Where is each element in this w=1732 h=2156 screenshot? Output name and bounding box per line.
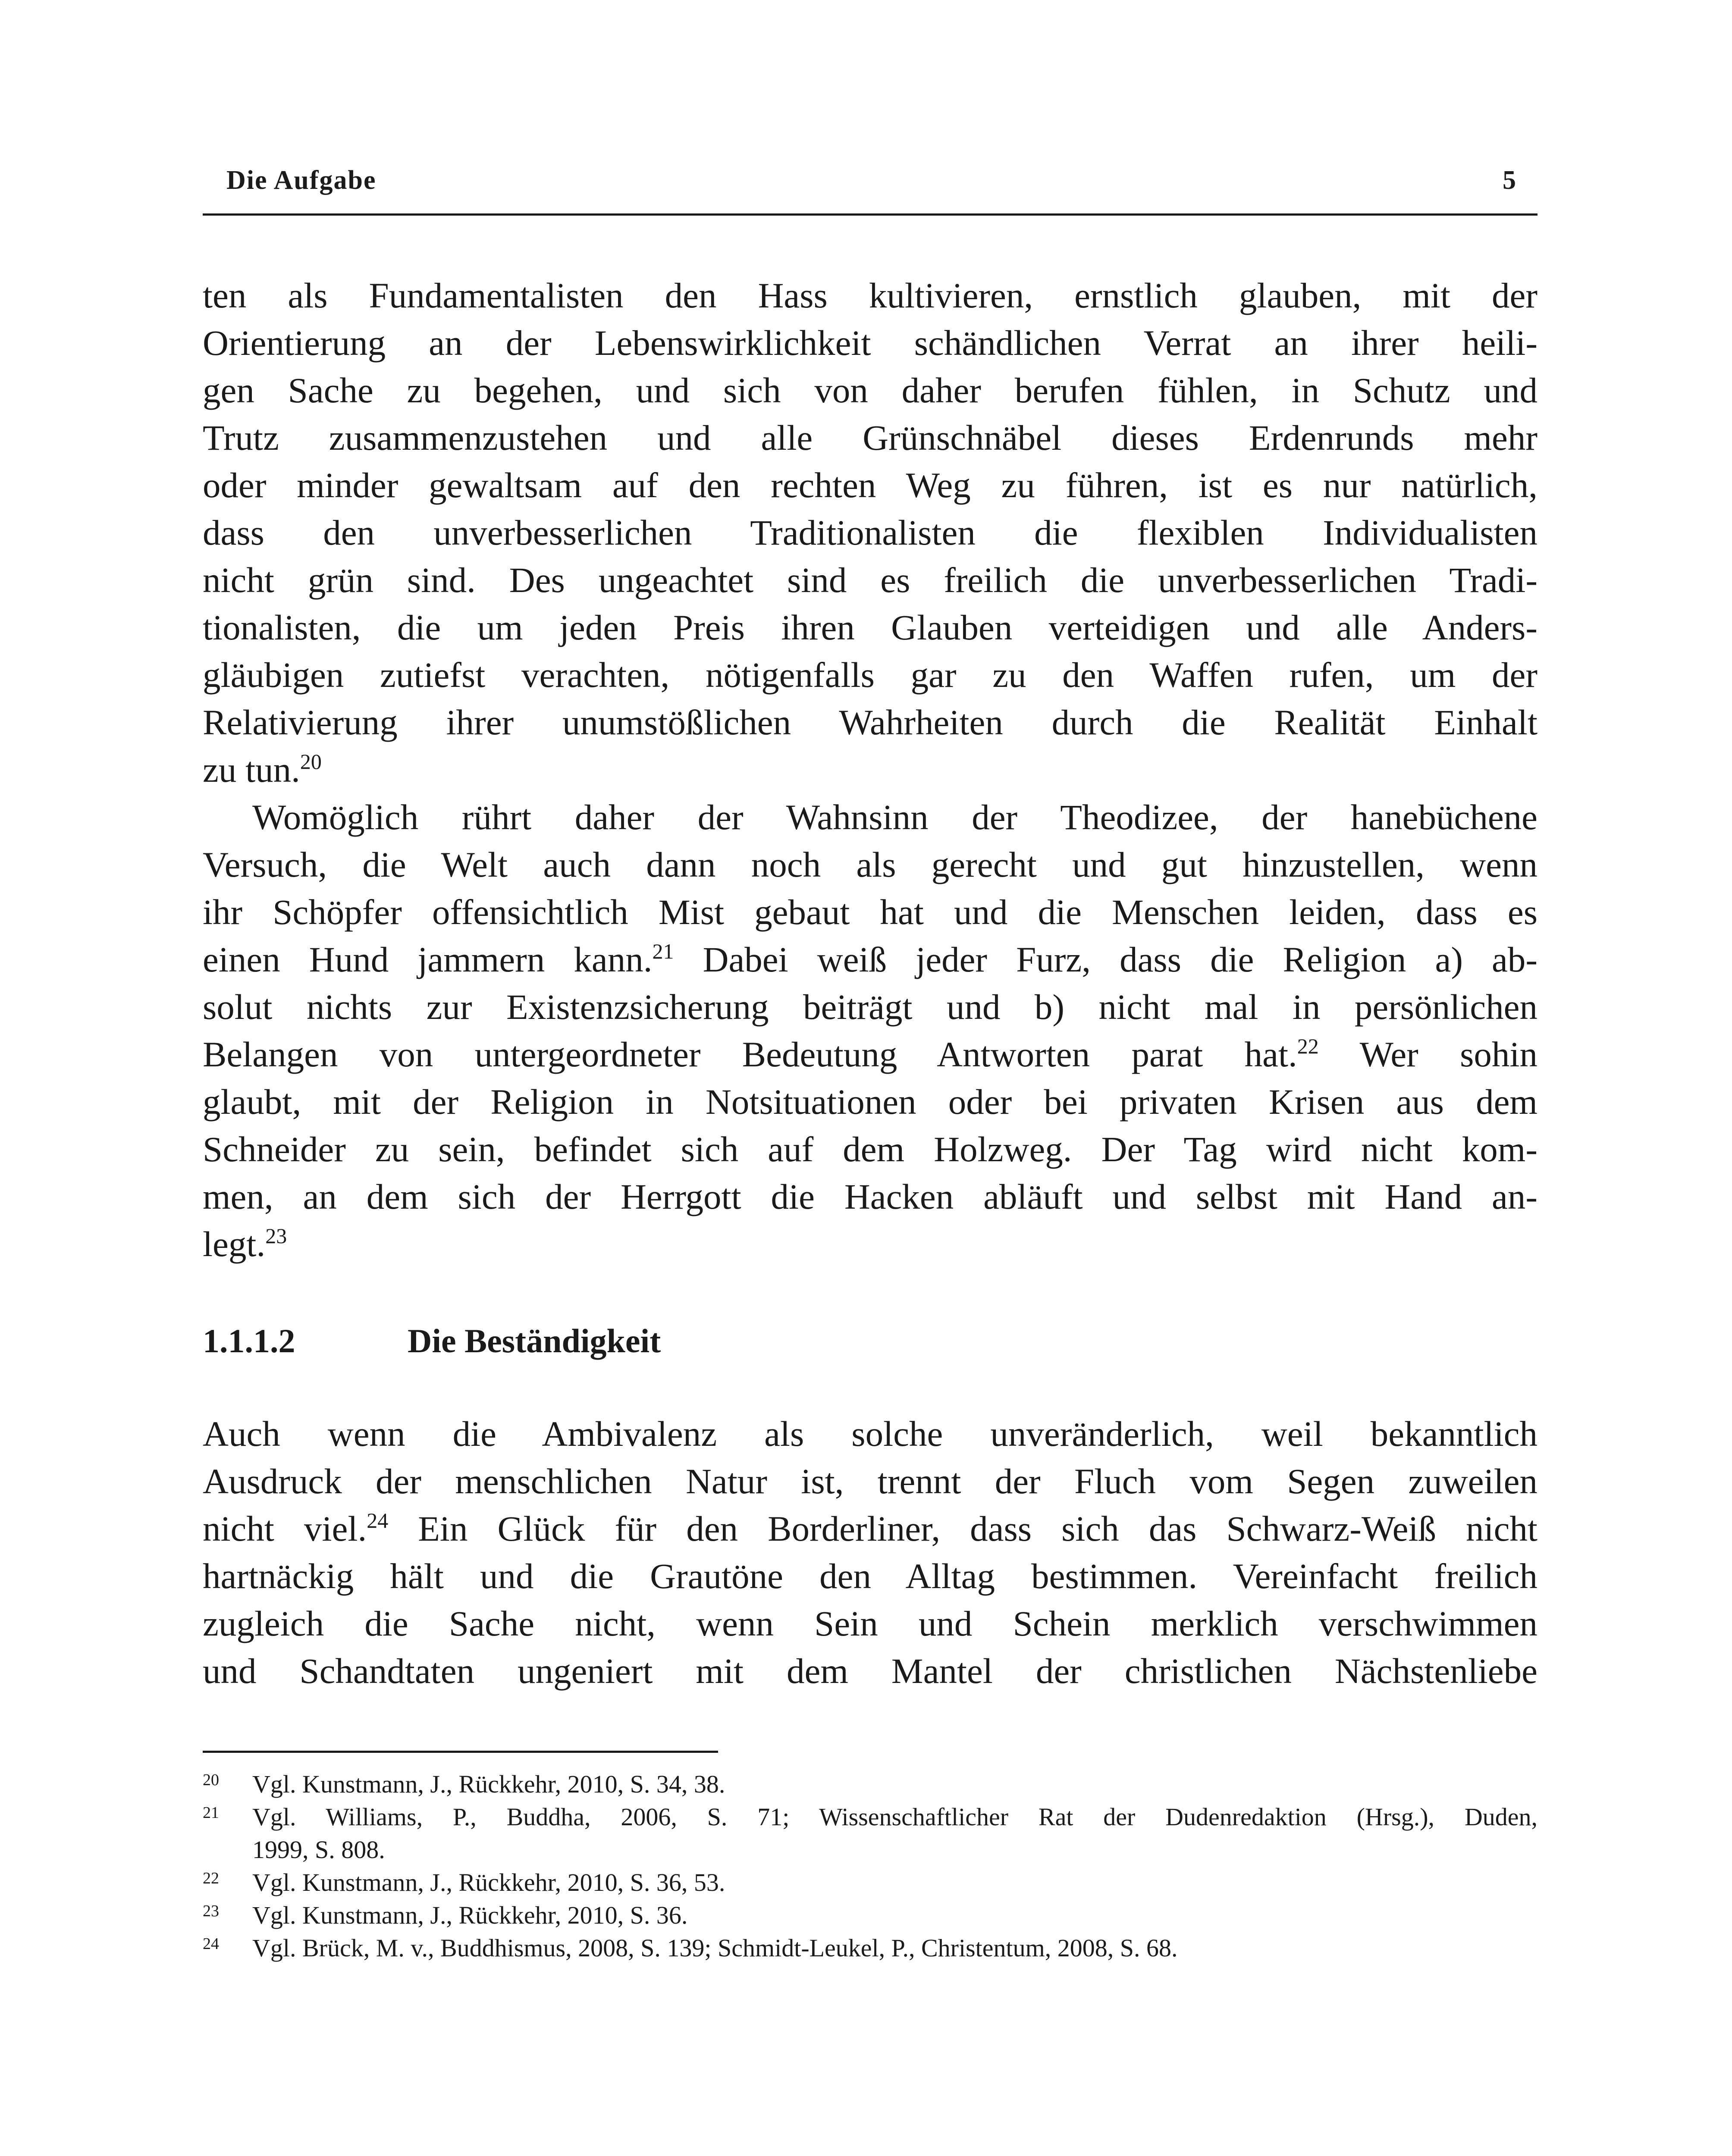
text-line: nicht grün sind. Des ungeachtet sind es freilich die unverbesserlichen Tradi- xyxy=(203,560,1537,600)
text-line: Versuch, die Welt auch dann noch als gerecht und gut hinzustellen, wenn xyxy=(203,845,1537,884)
footnote-marker: 21 xyxy=(652,939,674,963)
footnote-text xyxy=(252,1866,1537,1899)
text-line: Ausdruck der menschlichen Natur ist, trennt der Fluch vom Segen zuweilen xyxy=(203,1461,1537,1501)
footnote-23 xyxy=(203,1899,1537,1932)
text-line: gen Sache zu begehen, und sich von daher berufen fühlen, in Schutz und xyxy=(203,370,1537,410)
footnote-number: 20 xyxy=(203,1771,219,1789)
text-line: tionalisten, die um jeden Preis ihren Glauben verteidigen und alle Anders- xyxy=(203,608,1537,647)
footnote-21 xyxy=(203,1801,1537,1866)
text-line xyxy=(203,936,1537,983)
footnote-number: 21 xyxy=(203,1804,219,1822)
text-line xyxy=(203,1505,1537,1552)
footnote-line: Vgl. Kunstmann, J., Rückkehr, 2010, S. 36, 53. xyxy=(252,1868,725,1896)
running-head-title: Die Aufgabe xyxy=(226,166,377,195)
text-run: einen Hund jammern kann. xyxy=(203,940,653,979)
text-line: hartnäckig hält und die Grautöne den Alltag bestimmen. Vereinfacht freilich xyxy=(203,1556,1537,1596)
book-page xyxy=(203,0,1537,2156)
text-run: zu tun. xyxy=(203,750,300,790)
text-line: Schneider zu sein, befindet sich auf dem Holzweg. Der Tag wird nicht kom- xyxy=(203,1129,1537,1169)
footnote-text xyxy=(252,1932,1537,1965)
text-line: Womöglich rührt daher der Wahnsinn der Theodizee, der hanebüchene xyxy=(252,797,1537,837)
text-line: gläubigen zutiefst verachten, nötigenfalls gar zu den Waffen rufen, um der xyxy=(203,655,1537,695)
page-number: 5 xyxy=(1503,166,1516,195)
footnote-line: Vgl. Brück, M. v., Buddhismus, 2008, S. 139; Schmidt-Leukel, P., Christentum, 2008, S. 68. xyxy=(252,1934,1178,1962)
text-line: ten als Fundamentalisten den Hass kultivieren, ernstlich glauben, mit der xyxy=(203,276,1537,315)
text-line: Orientierung an der Lebenswirklichkeit schändlichen Verrat an ihrer heili- xyxy=(203,323,1537,363)
footnote-marker: 20 xyxy=(300,749,322,774)
text-line: ihr Schöpfer offensichtlich Mist gebaut hat und die Menschen leiden, dass es xyxy=(203,892,1537,932)
text-line xyxy=(203,1031,1537,1078)
footnote-separator xyxy=(203,1751,718,1753)
footnote-22 xyxy=(203,1866,1537,1899)
text-line: dass den unverbesserlichen Traditionalisten die flexiblen Individualisten xyxy=(203,513,1537,552)
footnote-line: Vgl. Kunstmann, J., Rückkehr, 2010, S. 34, 38. xyxy=(252,1770,725,1798)
text-line: zugleich die Sache nicht, wenn Sein und Schein merklich verschwimmen xyxy=(203,1604,1537,1643)
footnote-number: 22 xyxy=(203,1869,219,1887)
text-line: men, an dem sich der Herrgott die Hacken abläuft und selbst mit Hand an- xyxy=(203,1177,1537,1216)
paragraph-1 xyxy=(203,272,1537,793)
paragraph-3 xyxy=(203,1410,1537,1695)
footnote-text xyxy=(252,1899,1537,1932)
running-head xyxy=(203,162,1537,216)
footnote-line: 1999, S. 808. xyxy=(252,1836,385,1864)
text-line: solut nichts zur Existenzsicherung beiträgt und b) nicht mal in persönlichen xyxy=(203,987,1537,1027)
footnote-20 xyxy=(203,1768,1537,1801)
footnote-text xyxy=(252,1768,1537,1801)
text-run: legt. xyxy=(203,1224,266,1264)
text-line: glaubt, mit der Religion in Notsituationen oder bei privaten Krisen aus dem xyxy=(203,1082,1537,1122)
section-number: 1.1.1.2 xyxy=(203,1322,295,1360)
section-title: Die Beständigkeit xyxy=(408,1322,661,1360)
text-line: Trutz zusammenzustehen und alle Grünschnäbel dieses Erdenrunds mehr xyxy=(203,418,1537,458)
text-line: oder minder gewaltsam auf den rechten Weg zu führen, ist es nur natürlich, xyxy=(203,465,1537,505)
text-run: Belangen von untergeordneter Bedeutung Antworten parat hat. xyxy=(203,1034,1297,1074)
section-heading xyxy=(203,1317,1537,1365)
footnote-number: 23 xyxy=(203,1902,219,1920)
footnote-line: Vgl. Williams, P., Buddha, 2006, S. 71; Wissenschaftlicher Rat der Dudenredaktion (Hrsg.), Duden, xyxy=(252,1803,1537,1831)
paragraph-2 xyxy=(203,793,1537,1268)
text-line xyxy=(203,1220,1537,1268)
footnote-text xyxy=(252,1801,1537,1866)
text-run: Dabei weiß jeder Furz, dass die Religion a) ab- xyxy=(674,940,1537,979)
footnote-number: 24 xyxy=(203,1935,219,1953)
footnote-marker: 22 xyxy=(1297,1034,1319,1058)
text-run: nicht viel. xyxy=(203,1509,367,1548)
text-run: Wer sohin xyxy=(1318,1034,1537,1074)
text-run: Ein Glück für den Borderliner, dass sich das Schwarz-Weiß nicht xyxy=(388,1509,1537,1548)
text-line: Relativierung ihrer unumstößlichen Wahrheiten durch die Realität Einhalt xyxy=(203,702,1537,742)
footnote-marker: 24 xyxy=(367,1508,389,1532)
text-line xyxy=(203,746,1537,793)
footnote-24 xyxy=(203,1932,1537,1965)
footnote-marker: 23 xyxy=(265,1224,287,1248)
footnote-line: Vgl. Kunstmann, J., Rückkehr, 2010, S. 36. xyxy=(252,1901,688,1929)
footnotes xyxy=(203,1768,1537,1965)
text-line: Auch wenn die Ambivalenz als solche unveränderlich, weil bekanntlich xyxy=(203,1414,1537,1454)
text-line: und Schandtaten ungeniert mit dem Mantel der christlichen Nächstenliebe xyxy=(203,1651,1537,1691)
